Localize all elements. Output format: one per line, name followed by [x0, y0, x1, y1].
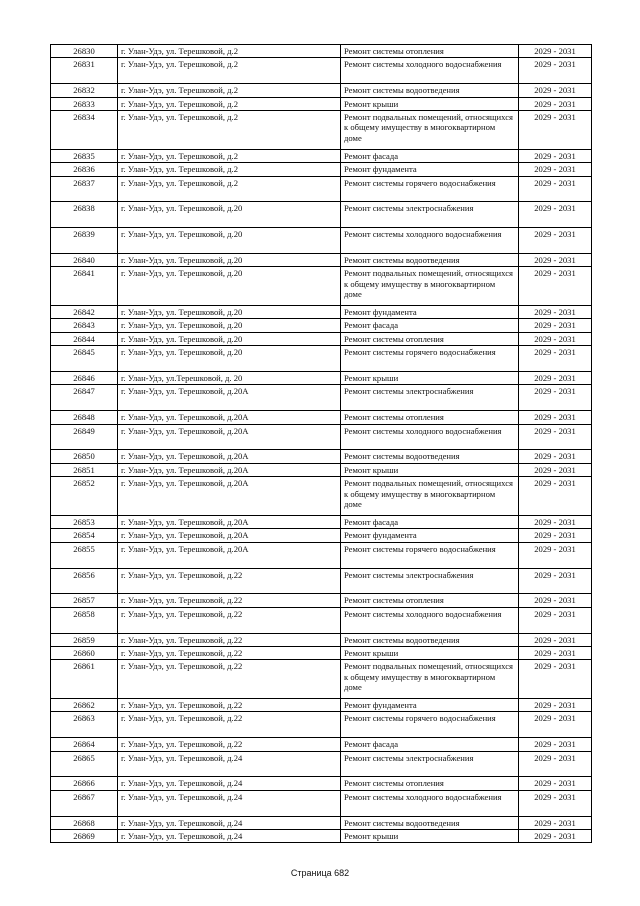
row-work-type: Ремонт подвальных помещений, относящихся к общему имуществу в многоквартирном доме	[341, 267, 519, 306]
row-number: 26841	[51, 267, 118, 306]
row-address: г. Улан-Удэ, ул. Терешковой, д.2	[118, 58, 341, 84]
row-address: г. Улан-Удэ, ул. Терешковой, д.22	[118, 646, 341, 659]
row-work-type: Ремонт фасада	[341, 149, 519, 162]
row-work-type: Ремонт системы электроснабжения	[341, 751, 519, 777]
row-number: 26864	[51, 738, 118, 751]
row-number: 26830	[51, 45, 118, 58]
row-work-type: Ремонт системы электроснабжения	[341, 202, 519, 228]
row-work-type: Ремонт системы водоотведения	[341, 633, 519, 646]
row-number: 26833	[51, 97, 118, 110]
row-number: 26846	[51, 372, 118, 385]
row-work-type: Ремонт подвальных помещений, относящихся к общему имуществу в многоквартирном доме	[341, 111, 519, 150]
table-row	[51, 568, 592, 594]
row-period: 2029 - 2031	[519, 163, 592, 176]
row-address: г. Улан-Удэ, ул. Терешковой, д.20А	[118, 411, 341, 424]
row-work-type: Ремонт системы горячего водоснабжения	[341, 712, 519, 738]
row-address: г. Улан-Удэ, ул.Терешковой, д. 20	[118, 372, 341, 385]
row-work-type: Ремонт системы водоотведения	[341, 450, 519, 463]
table-row	[51, 607, 592, 633]
row-address: г. Улан-Удэ, ул. Терешковой, д.22	[118, 738, 341, 751]
table-row	[51, 699, 592, 712]
row-work-type: Ремонт системы отопления	[341, 594, 519, 607]
row-number: 26837	[51, 176, 118, 202]
row-number: 26843	[51, 319, 118, 332]
row-period: 2029 - 2031	[519, 267, 592, 306]
table-row	[51, 319, 592, 332]
row-address: г. Улан-Удэ, ул. Терешковой, д.20А	[118, 385, 341, 411]
row-period: 2029 - 2031	[519, 477, 592, 516]
table-row	[51, 424, 592, 450]
row-period: 2029 - 2031	[519, 202, 592, 228]
row-period: 2029 - 2031	[519, 633, 592, 646]
row-work-type: Ремонт системы холодного водоснабжения	[341, 607, 519, 633]
table-row	[51, 830, 592, 843]
row-period: 2029 - 2031	[519, 84, 592, 97]
row-address: г. Улан-Удэ, ул. Терешковой, д.20А	[118, 477, 341, 516]
row-work-type: Ремонт фундамента	[341, 306, 519, 319]
table-row	[51, 372, 592, 385]
row-work-type: Ремонт системы водоотведения	[341, 816, 519, 829]
row-address: г. Улан-Удэ, ул. Терешковой, д.22	[118, 660, 341, 699]
row-period: 2029 - 2031	[519, 816, 592, 829]
row-number: 26852	[51, 477, 118, 516]
row-address: г. Улан-Удэ, ул. Терешковой, д.22	[118, 594, 341, 607]
table-row	[51, 738, 592, 751]
table-row	[51, 202, 592, 228]
row-address: г. Улан-Удэ, ул. Терешковой, д.22	[118, 568, 341, 594]
row-period: 2029 - 2031	[519, 594, 592, 607]
table-row	[51, 712, 592, 738]
table-row	[51, 306, 592, 319]
row-address: г. Улан-Удэ, ул. Терешковой, д.22	[118, 712, 341, 738]
row-address: г. Улан-Удэ, ул. Терешковой, д.20А	[118, 463, 341, 476]
row-address: г. Улан-Удэ, ул. Терешковой, д.20А	[118, 450, 341, 463]
row-work-type: Ремонт системы электроснабжения	[341, 385, 519, 411]
row-period: 2029 - 2031	[519, 450, 592, 463]
row-period: 2029 - 2031	[519, 176, 592, 202]
row-address: г. Улан-Удэ, ул. Терешковой, д.24	[118, 777, 341, 790]
table-row	[51, 529, 592, 542]
row-period: 2029 - 2031	[519, 346, 592, 372]
row-number: 26862	[51, 699, 118, 712]
row-period: 2029 - 2031	[519, 529, 592, 542]
row-work-type: Ремонт фасада	[341, 738, 519, 751]
row-address: г. Улан-Удэ, ул. Терешковой, д.20	[118, 332, 341, 345]
row-number: 26861	[51, 660, 118, 699]
row-work-type: Ремонт системы отопления	[341, 45, 519, 58]
table-row	[51, 542, 592, 568]
table-row	[51, 149, 592, 162]
row-period: 2029 - 2031	[519, 319, 592, 332]
row-address: г. Улан-Удэ, ул. Терешковой, д.2	[118, 163, 341, 176]
table-row	[51, 267, 592, 306]
table-row	[51, 45, 592, 58]
row-work-type: Ремонт фасада	[341, 515, 519, 528]
page-number: Страница 682	[290, 868, 350, 878]
row-number: 26834	[51, 111, 118, 150]
table-row	[51, 58, 592, 84]
row-number: 26854	[51, 529, 118, 542]
row-period: 2029 - 2031	[519, 568, 592, 594]
row-work-type: Ремонт системы холодного водоснабжения	[341, 58, 519, 84]
row-number: 26869	[51, 830, 118, 843]
row-address: г. Улан-Удэ, ул. Терешковой, д.20	[118, 202, 341, 228]
row-work-type: Ремонт системы горячего водоснабжения	[341, 176, 519, 202]
works-table-body	[51, 45, 592, 843]
row-address: г. Улан-Удэ, ул. Терешковой, д.2	[118, 176, 341, 202]
row-period: 2029 - 2031	[519, 463, 592, 476]
row-period: 2029 - 2031	[519, 660, 592, 699]
row-period: 2029 - 2031	[519, 149, 592, 162]
row-work-type: Ремонт крыши	[341, 830, 519, 843]
row-period: 2029 - 2031	[519, 411, 592, 424]
table-row	[51, 228, 592, 254]
row-number: 26831	[51, 58, 118, 84]
row-address: г. Улан-Удэ, ул. Терешковой, д.22	[118, 633, 341, 646]
table-row	[51, 163, 592, 176]
row-address: г. Улан-Удэ, ул. Терешковой, д.20	[118, 253, 341, 266]
row-address: г. Улан-Удэ, ул. Терешковой, д.24	[118, 830, 341, 843]
row-address: г. Улан-Удэ, ул. Терешковой, д.24	[118, 816, 341, 829]
row-number: 26849	[51, 424, 118, 450]
table-row	[51, 84, 592, 97]
row-period: 2029 - 2031	[519, 515, 592, 528]
row-work-type: Ремонт фундамента	[341, 529, 519, 542]
table-row	[51, 97, 592, 110]
row-work-type: Ремонт системы водоотведения	[341, 84, 519, 97]
table-row	[51, 515, 592, 528]
table-row	[51, 463, 592, 476]
row-period: 2029 - 2031	[519, 699, 592, 712]
table-row	[51, 346, 592, 372]
row-work-type: Ремонт крыши	[341, 97, 519, 110]
row-period: 2029 - 2031	[519, 332, 592, 345]
row-address: г. Улан-Удэ, ул. Терешковой, д.20А	[118, 529, 341, 542]
row-work-type: Ремонт системы холодного водоснабжения	[341, 228, 519, 254]
row-number: 26842	[51, 306, 118, 319]
row-address: г. Улан-Удэ, ул. Терешковой, д.2	[118, 111, 341, 150]
row-work-type: Ремонт подвальных помещений, относящихся к общему имуществу в многоквартирном доме	[341, 660, 519, 699]
row-number: 26844	[51, 332, 118, 345]
table-row	[51, 660, 592, 699]
row-period: 2029 - 2031	[519, 372, 592, 385]
row-number: 26865	[51, 751, 118, 777]
row-address: г. Улан-Удэ, ул. Терешковой, д.24	[118, 751, 341, 777]
row-work-type: Ремонт системы отопления	[341, 332, 519, 345]
row-period: 2029 - 2031	[519, 45, 592, 58]
row-period: 2029 - 2031	[519, 385, 592, 411]
row-number: 26848	[51, 411, 118, 424]
row-address: г. Улан-Удэ, ул. Терешковой, д.20	[118, 346, 341, 372]
row-address: г. Улан-Удэ, ул. Терешковой, д.20А	[118, 424, 341, 450]
table-row	[51, 751, 592, 777]
table-row	[51, 411, 592, 424]
table-row	[51, 477, 592, 516]
row-work-type: Ремонт системы холодного водоснабжения	[341, 790, 519, 816]
table-row	[51, 777, 592, 790]
row-work-type: Ремонт системы горячего водоснабжения	[341, 542, 519, 568]
row-period: 2029 - 2031	[519, 542, 592, 568]
table-row	[51, 790, 592, 816]
row-period: 2029 - 2031	[519, 777, 592, 790]
row-number: 26863	[51, 712, 118, 738]
row-period: 2029 - 2031	[519, 607, 592, 633]
row-number: 26855	[51, 542, 118, 568]
row-work-type: Ремонт системы отопления	[341, 411, 519, 424]
row-address: г. Улан-Удэ, ул. Терешковой, д.20	[118, 319, 341, 332]
table-row	[51, 332, 592, 345]
row-number: 26860	[51, 646, 118, 659]
row-work-type: Ремонт фундамента	[341, 163, 519, 176]
table-row	[51, 646, 592, 659]
row-work-type: Ремонт системы горячего водоснабжения	[341, 346, 519, 372]
row-period: 2029 - 2031	[519, 830, 592, 843]
row-address: г. Улан-Удэ, ул. Терешковой, д.20	[118, 306, 341, 319]
row-number: 26845	[51, 346, 118, 372]
row-number: 26857	[51, 594, 118, 607]
row-period: 2029 - 2031	[519, 424, 592, 450]
row-number: 26838	[51, 202, 118, 228]
table-row	[51, 816, 592, 829]
row-period: 2029 - 2031	[519, 306, 592, 319]
row-address: г. Улан-Удэ, ул. Терешковой, д.22	[118, 699, 341, 712]
row-number: 26858	[51, 607, 118, 633]
works-table	[50, 44, 592, 843]
row-work-type: Ремонт системы электроснабжения	[341, 568, 519, 594]
row-work-type: Ремонт подвальных помещений, относящихся к общему имуществу в многоквартирном доме	[341, 477, 519, 516]
row-number: 26868	[51, 816, 118, 829]
row-period: 2029 - 2031	[519, 97, 592, 110]
row-address: г. Улан-Удэ, ул. Терешковой, д.2	[118, 149, 341, 162]
row-period: 2029 - 2031	[519, 646, 592, 659]
row-number: 26867	[51, 790, 118, 816]
row-address: г. Улан-Удэ, ул. Терешковой, д.2	[118, 45, 341, 58]
row-period: 2029 - 2031	[519, 790, 592, 816]
row-work-type: Ремонт фасада	[341, 319, 519, 332]
table-row	[51, 633, 592, 646]
row-number: 26856	[51, 568, 118, 594]
row-address: г. Улан-Удэ, ул. Терешковой, д.2	[118, 97, 341, 110]
table-row	[51, 111, 592, 150]
row-address: г. Улан-Удэ, ул. Терешковой, д.20А	[118, 515, 341, 528]
row-number: 26866	[51, 777, 118, 790]
row-work-type: Ремонт системы отопления	[341, 777, 519, 790]
row-work-type: Ремонт крыши	[341, 463, 519, 476]
row-address: г. Улан-Удэ, ул. Терешковой, д.20	[118, 267, 341, 306]
row-work-type: Ремонт фундамента	[341, 699, 519, 712]
table-row	[51, 176, 592, 202]
row-period: 2029 - 2031	[519, 751, 592, 777]
row-address: г. Улан-Удэ, ул. Терешковой, д.2	[118, 84, 341, 97]
row-number: 26851	[51, 463, 118, 476]
row-number: 26839	[51, 228, 118, 254]
row-work-type: Ремонт системы холодного водоснабжения	[341, 424, 519, 450]
table-row	[51, 253, 592, 266]
row-number: 26836	[51, 163, 118, 176]
row-period: 2029 - 2031	[519, 58, 592, 84]
table-row	[51, 450, 592, 463]
row-work-type: Ремонт крыши	[341, 372, 519, 385]
row-period: 2029 - 2031	[519, 111, 592, 150]
table-row	[51, 385, 592, 411]
row-number: 26859	[51, 633, 118, 646]
row-number: 26853	[51, 515, 118, 528]
row-number: 26847	[51, 385, 118, 411]
row-number: 26832	[51, 84, 118, 97]
row-number: 26835	[51, 149, 118, 162]
row-period: 2029 - 2031	[519, 228, 592, 254]
row-period: 2029 - 2031	[519, 738, 592, 751]
row-period: 2029 - 2031	[519, 712, 592, 738]
row-period: 2029 - 2031	[519, 253, 592, 266]
row-number: 26850	[51, 450, 118, 463]
table-row	[51, 594, 592, 607]
row-address: г. Улан-Удэ, ул. Терешковой, д.22	[118, 607, 341, 633]
row-work-type: Ремонт системы водоотведения	[341, 253, 519, 266]
row-work-type: Ремонт крыши	[341, 646, 519, 659]
row-address: г. Улан-Удэ, ул. Терешковой, д.20А	[118, 542, 341, 568]
row-number: 26840	[51, 253, 118, 266]
row-address: г. Улан-Удэ, ул. Терешковой, д.24	[118, 790, 341, 816]
row-address: г. Улан-Удэ, ул. Терешковой, д.20	[118, 228, 341, 254]
